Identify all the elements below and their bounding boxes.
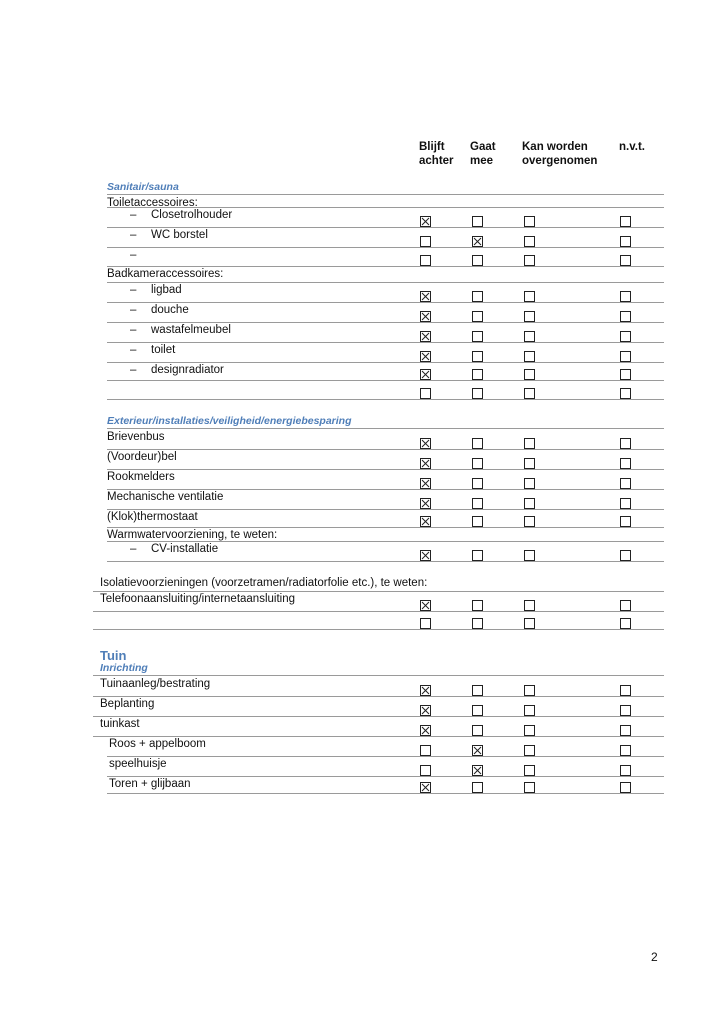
- checkbox-unchecked[interactable]: [524, 367, 535, 378]
- checkbox-checked[interactable]: [420, 514, 431, 525]
- section-title-tuin: Tuin: [100, 648, 127, 663]
- row-label: Closetrolhouder: [151, 209, 233, 221]
- table-row: [107, 528, 664, 542]
- checkbox-unchecked[interactable]: [620, 763, 631, 774]
- list-dash: –: [130, 249, 137, 261]
- row-divider: [107, 793, 664, 794]
- checkbox-unchecked[interactable]: [620, 476, 631, 487]
- list-dash: –: [130, 543, 137, 555]
- checkbox-unchecked[interactable]: [620, 349, 631, 360]
- table-row: [107, 248, 664, 267]
- checkbox-unchecked[interactable]: [472, 309, 483, 320]
- list-dash: –: [130, 229, 137, 241]
- table-row: [107, 450, 664, 470]
- checkbox-unchecked[interactable]: [620, 386, 631, 397]
- table-row: [93, 677, 664, 697]
- checkbox-unchecked[interactable]: [524, 476, 535, 487]
- row-label: tuinkast: [100, 718, 140, 730]
- table-row: [93, 592, 664, 612]
- page-number: 2: [651, 950, 658, 964]
- row-label: Beplanting: [100, 698, 155, 710]
- checkbox-unchecked[interactable]: [620, 456, 631, 467]
- checkbox-checked[interactable]: [420, 214, 431, 225]
- header-nvt: [619, 140, 645, 154]
- table-row: [107, 363, 664, 381]
- checkbox-unchecked[interactable]: [524, 456, 535, 467]
- checkbox-unchecked[interactable]: [420, 616, 431, 627]
- section-divider: [107, 428, 664, 429]
- checkbox-checked[interactable]: [472, 743, 483, 754]
- checkbox-checked[interactable]: [420, 436, 431, 447]
- checkbox-unchecked[interactable]: [524, 703, 535, 714]
- checkbox-unchecked[interactable]: [472, 723, 483, 734]
- header-gaat-mee: [470, 140, 496, 168]
- checkbox-unchecked[interactable]: [472, 703, 483, 714]
- checkbox-checked[interactable]: [420, 309, 431, 320]
- checkbox-unchecked[interactable]: [524, 723, 535, 734]
- list-dash: –: [130, 344, 137, 356]
- checkbox-checked[interactable]: [420, 456, 431, 467]
- row-label: Tuinaanleg/bestrating: [100, 678, 211, 690]
- header-gaat-line1: Gaat: [470, 141, 496, 153]
- row-label: Brievenbus: [107, 431, 165, 443]
- list-dash: –: [130, 284, 137, 296]
- list-dash: –: [130, 209, 137, 221]
- checkbox-unchecked[interactable]: [472, 367, 483, 378]
- checkbox-unchecked[interactable]: [524, 253, 535, 264]
- checkbox-checked[interactable]: [472, 234, 483, 245]
- table-row: [107, 323, 664, 343]
- section-title-exterieur: Exterieur/installaties/veiligheid/energiebesparing: [107, 415, 352, 427]
- row-divider: [107, 561, 664, 562]
- row-label: toilet: [151, 344, 176, 356]
- checkbox-unchecked[interactable]: [524, 214, 535, 225]
- row-label: Toren + glijbaan: [109, 778, 191, 790]
- table-row: [107, 777, 664, 794]
- row-divider: [93, 629, 664, 630]
- checkbox-unchecked[interactable]: [472, 616, 483, 627]
- checkbox-unchecked[interactable]: [620, 780, 631, 791]
- table-row: [93, 612, 664, 630]
- checkbox-unchecked[interactable]: [620, 234, 631, 245]
- checkbox-unchecked[interactable]: [472, 514, 483, 525]
- table-row: [93, 717, 664, 737]
- checkbox-unchecked[interactable]: [472, 683, 483, 694]
- table-row: [107, 196, 664, 208]
- table-row: [107, 283, 664, 303]
- section-subtitle-inrichting: Inrichting: [100, 662, 148, 674]
- table-row: [107, 303, 664, 323]
- checkbox-unchecked[interactable]: [472, 436, 483, 447]
- checkbox-unchecked[interactable]: [620, 616, 631, 627]
- checkbox-checked[interactable]: [420, 329, 431, 340]
- header-nvt-line1: n.v.t.: [619, 141, 645, 153]
- checkbox-unchecked[interactable]: [620, 253, 631, 264]
- checkbox-unchecked[interactable]: [524, 743, 535, 754]
- table-row: [107, 470, 664, 490]
- header-gaat-line2: mee: [470, 155, 494, 167]
- checkbox-unchecked[interactable]: [620, 598, 631, 609]
- checkbox-checked[interactable]: [472, 763, 483, 774]
- checkbox-checked[interactable]: [420, 496, 431, 507]
- checkbox-unchecked[interactable]: [524, 598, 535, 609]
- table-row: [107, 381, 664, 400]
- checkbox-checked[interactable]: [420, 780, 431, 791]
- row-label: WC borstel: [151, 229, 208, 241]
- row-label: speelhuisje: [109, 758, 167, 770]
- list-dash: –: [130, 324, 137, 336]
- checkbox-unchecked[interactable]: [620, 367, 631, 378]
- checkbox-unchecked[interactable]: [524, 329, 535, 340]
- checkbox-unchecked[interactable]: [472, 598, 483, 609]
- row-label: (Klok)thermostaat: [107, 511, 198, 523]
- header-blijft-line1: Blijft: [419, 141, 445, 153]
- header-kan-line2: overgenomen: [522, 155, 598, 167]
- checkbox-unchecked[interactable]: [524, 683, 535, 694]
- header-kan-line1: Kan worden: [522, 141, 588, 153]
- checkbox-unchecked[interactable]: [472, 496, 483, 507]
- checkbox-checked[interactable]: [420, 367, 431, 378]
- checkbox-unchecked[interactable]: [524, 616, 535, 627]
- checkbox-unchecked[interactable]: [524, 548, 535, 559]
- table-row: [93, 697, 664, 717]
- table-row: [107, 343, 664, 363]
- checkbox-checked[interactable]: [420, 723, 431, 734]
- table-row: [107, 228, 664, 248]
- checkbox-unchecked[interactable]: [620, 496, 631, 507]
- section-divider: [107, 194, 664, 195]
- checkbox-checked[interactable]: [420, 598, 431, 609]
- checkbox-unchecked[interactable]: [472, 548, 483, 559]
- checkbox-unchecked[interactable]: [620, 214, 631, 225]
- checkbox-unchecked[interactable]: [620, 309, 631, 320]
- checkbox-unchecked[interactable]: [620, 723, 631, 734]
- row-divider: [107, 399, 664, 400]
- list-dash: –: [130, 364, 137, 376]
- header-blijft-line2: achter: [419, 155, 454, 167]
- table-row: [107, 430, 664, 450]
- checkbox-unchecked[interactable]: [472, 780, 483, 791]
- checkbox-unchecked[interactable]: [620, 514, 631, 525]
- table-row: [107, 208, 664, 228]
- header-kan-worden-overgenomen: [522, 140, 597, 168]
- table-row: [93, 576, 664, 592]
- checkbox-checked[interactable]: [420, 683, 431, 694]
- checkbox-unchecked[interactable]: [524, 514, 535, 525]
- checkbox-unchecked[interactable]: [472, 476, 483, 487]
- checkbox-unchecked[interactable]: [420, 763, 431, 774]
- row-label: ligbad: [151, 284, 182, 296]
- checkbox-unchecked[interactable]: [472, 329, 483, 340]
- row-label: Isolatievoorzieningen (voorzetramen/radiatorfolie etc.), te weten:: [100, 577, 428, 589]
- checkbox-unchecked[interactable]: [420, 234, 431, 245]
- checkbox-unchecked[interactable]: [420, 253, 431, 264]
- table-row: [107, 510, 664, 528]
- checkbox-unchecked[interactable]: [620, 703, 631, 714]
- checkbox-unchecked[interactable]: [620, 436, 631, 447]
- list-dash: –: [130, 304, 137, 316]
- row-label: douche: [151, 304, 189, 316]
- checkbox-unchecked[interactable]: [472, 289, 483, 300]
- checkbox-unchecked[interactable]: [524, 349, 535, 360]
- checkbox-unchecked[interactable]: [620, 548, 631, 559]
- checkbox-unchecked[interactable]: [472, 349, 483, 360]
- checkbox-checked[interactable]: [420, 289, 431, 300]
- checkbox-checked[interactable]: [420, 349, 431, 360]
- checkbox-unchecked[interactable]: [524, 436, 535, 447]
- checkbox-unchecked[interactable]: [420, 386, 431, 397]
- checkbox-unchecked[interactable]: [620, 743, 631, 754]
- row-label: Rookmelders: [107, 471, 175, 483]
- table-row: [107, 757, 664, 777]
- row-label: Roos + appelboom: [109, 738, 206, 750]
- table-row: [107, 542, 664, 562]
- checkbox-checked[interactable]: [420, 548, 431, 559]
- row-label: Telefoonaansluiting/internetaansluiting: [100, 593, 296, 605]
- row-label: Toiletaccessoires:: [107, 197, 198, 209]
- row-label: CV-installatie: [151, 543, 219, 555]
- section-divider: [93, 675, 664, 676]
- row-label: designradiator: [151, 364, 224, 376]
- checkbox-unchecked[interactable]: [472, 456, 483, 467]
- checkbox-checked[interactable]: [420, 703, 431, 714]
- checkbox-unchecked[interactable]: [524, 386, 535, 397]
- checkbox-unchecked[interactable]: [620, 329, 631, 340]
- checkbox-checked[interactable]: [420, 476, 431, 487]
- table-row: [107, 490, 664, 510]
- checkbox-unchecked[interactable]: [472, 386, 483, 397]
- checkbox-unchecked[interactable]: [420, 743, 431, 754]
- section-title-sanitair: Sanitair/sauna: [107, 181, 179, 193]
- row-label: Badkameraccessoires:: [107, 268, 224, 280]
- row-label: wastafelmeubel: [151, 324, 231, 336]
- row-label: Mechanische ventilatie: [107, 491, 224, 503]
- checkbox-unchecked[interactable]: [620, 683, 631, 694]
- checkbox-unchecked[interactable]: [524, 496, 535, 507]
- checkbox-unchecked[interactable]: [472, 253, 483, 264]
- checkbox-unchecked[interactable]: [524, 234, 535, 245]
- checkbox-unchecked[interactable]: [620, 289, 631, 300]
- checkbox-unchecked[interactable]: [524, 289, 535, 300]
- row-label: Warmwatervoorziening, te weten:: [107, 529, 278, 541]
- checkbox-unchecked[interactable]: [524, 780, 535, 791]
- table-row: [107, 267, 664, 283]
- checkbox-unchecked[interactable]: [472, 214, 483, 225]
- table-row: [107, 737, 664, 757]
- checkbox-unchecked[interactable]: [524, 763, 535, 774]
- checkbox-unchecked[interactable]: [524, 309, 535, 320]
- header-blijft-achter: [419, 140, 454, 168]
- row-label: (Voordeur)bel: [107, 451, 177, 463]
